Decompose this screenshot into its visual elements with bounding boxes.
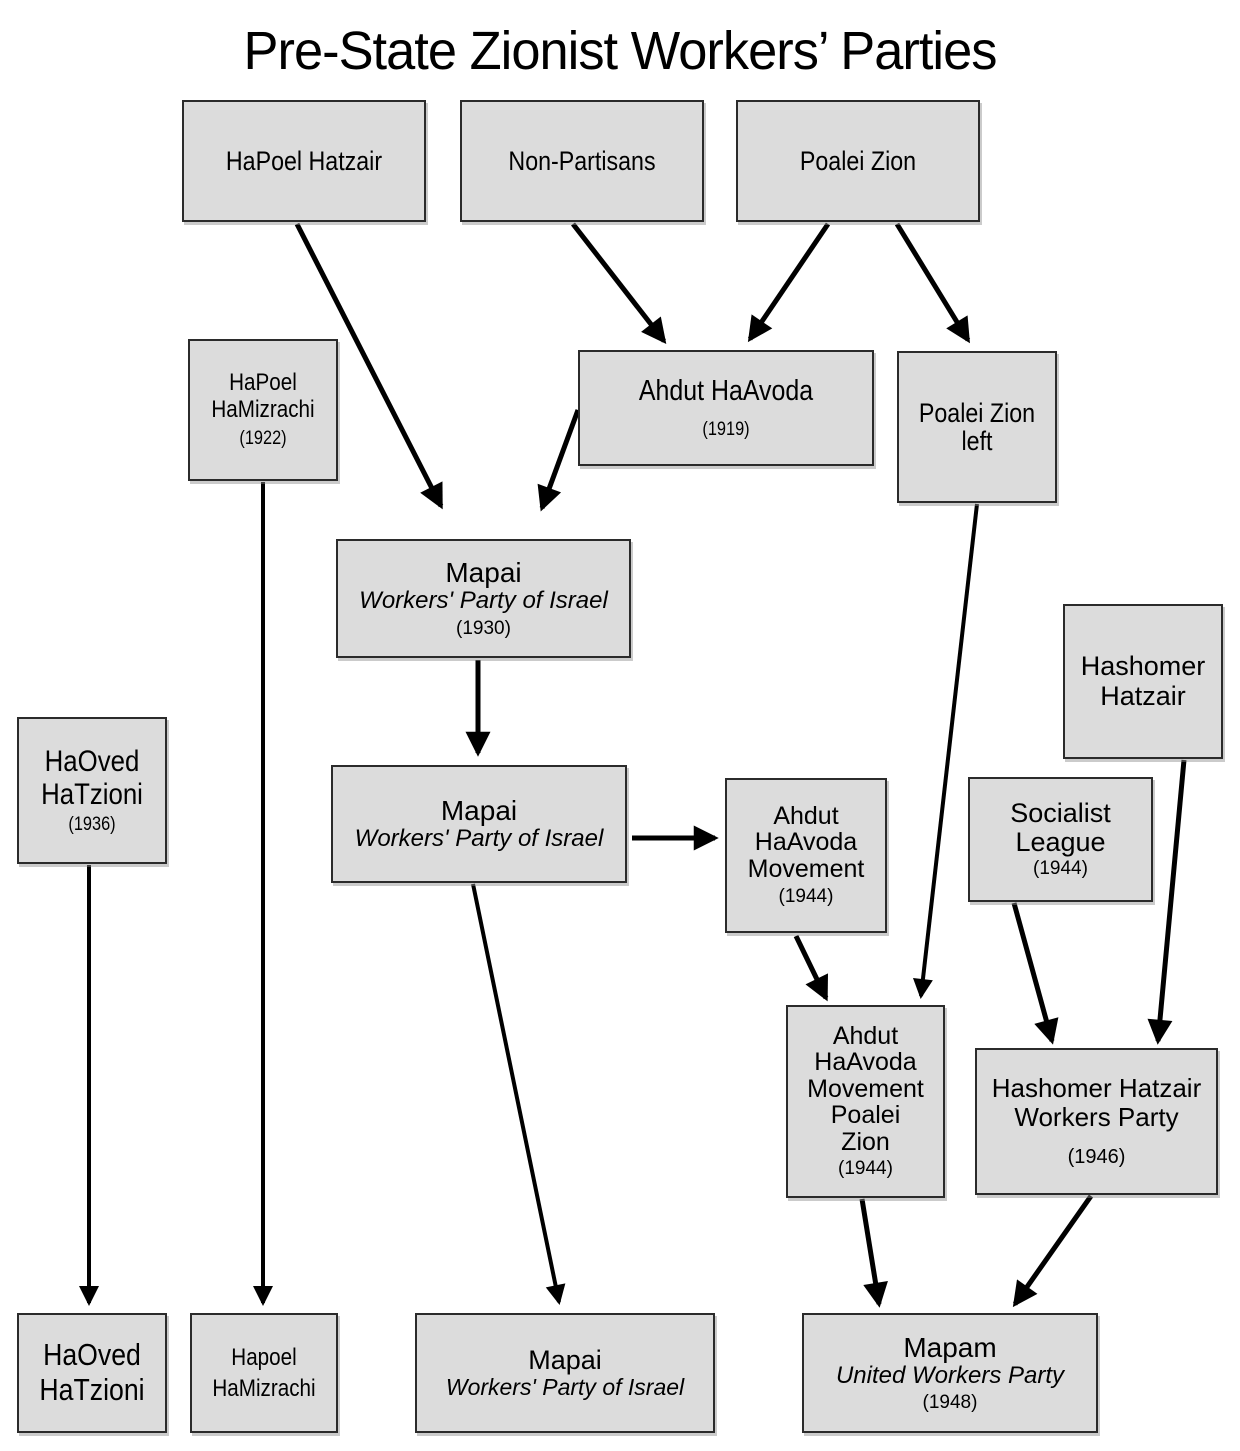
node-label-line: HaAvoda: [814, 1048, 917, 1077]
node-ahdut-haavoda-movement-1944: [725, 778, 887, 933]
edge-ahm-poalei-zion-1944-to-mapam-1948: [862, 1199, 879, 1304]
node-year: (1919): [702, 419, 750, 441]
node-year: (1946): [1067, 1145, 1126, 1168]
node-label-line: Ahdut HaAvoda: [638, 374, 814, 407]
node-label-line: Non-Partisans: [508, 145, 656, 176]
edge-socialist-league-1944-to-hashomer-hatzair-workers-party-1946: [1014, 903, 1052, 1041]
node-ahm-poalei-zion-1944: [786, 1005, 945, 1198]
node-label-line: Mapai: [440, 794, 518, 826]
node-label-line: HaTzioni: [41, 778, 143, 811]
node-year: (1944): [778, 886, 834, 908]
node-label-line: Zion: [841, 1127, 890, 1156]
node-label-line: Mapai: [445, 556, 522, 588]
node-label-line: Poalei Zion: [918, 397, 1036, 428]
node-label-line: Poalei Zion: [799, 145, 917, 176]
node-label-line: Movement: [747, 854, 865, 883]
node-label-line: Socialist: [1010, 798, 1111, 829]
diagram-title: Pre-State Zionist Workers’ Parties: [243, 21, 997, 81]
node-label-line: left: [961, 426, 993, 456]
edge-non-partisans-to-ahdut-haavoda-1919: [573, 224, 664, 341]
node-label-line: Ahdut: [773, 801, 839, 830]
node-ahdut-haavoda-1919: [578, 350, 874, 466]
node-label-line: Workers Party: [1014, 1102, 1179, 1132]
edge-hashomer-hatzair-to-hashomer-hatzair-workers-party-1946: [1158, 760, 1184, 1041]
node-hapoel-hamizrachi-1922: [188, 339, 338, 481]
node-label-line: Workers' Party of Israel: [359, 587, 608, 615]
node-label-line: Hashomer: [1080, 651, 1206, 682]
node-label-line: Mapai: [528, 1345, 602, 1375]
node-year: (1944): [1033, 857, 1088, 879]
node-hapoel-hatzair: [182, 100, 426, 222]
node-poalei-zion: [736, 100, 980, 222]
edge-ahdut-haavoda-movement-1944-to-ahm-poalei-zion-1944: [796, 936, 826, 998]
node-mapai-bottom: [415, 1313, 715, 1433]
node-label-line: Workers' Party of Israel: [445, 1374, 685, 1401]
node-label-line: United Workers Party: [835, 1362, 1065, 1390]
node-year: (1936): [68, 814, 116, 835]
node-poalei-zion-left: [897, 351, 1057, 503]
node-label-line: Mapam: [903, 1331, 997, 1363]
node-label-line: Workers' Party of Israel: [354, 825, 604, 853]
node-label-line: Ahdut: [832, 1021, 899, 1050]
node-mapai-1930: [336, 539, 631, 658]
node-label-line: HaAvoda: [754, 828, 858, 857]
node-year: (1922): [239, 427, 287, 449]
node-mapai-2: [331, 765, 627, 883]
node-label-line: Hapoel: [231, 1343, 297, 1371]
node-label-line: Hashomer Hatzair: [991, 1073, 1202, 1104]
node-label-line: Poalei: [830, 1101, 901, 1130]
node-label-line: Movement: [807, 1074, 924, 1103]
node-label-line: Hatzair: [1100, 680, 1186, 711]
node-hashomer-hatzair: [1063, 604, 1223, 759]
node-socialist-league-1944: [968, 777, 1153, 902]
node-label-line: HaMizrachi: [212, 1375, 316, 1402]
node-label-line: HaPoel Hatzair: [225, 145, 383, 176]
edge-hashomer-hatzair-workers-party-1946-to-mapam-1948: [1015, 1196, 1091, 1304]
node-non-partisans: [460, 100, 704, 222]
node-label-line: League: [1015, 826, 1106, 857]
node-haoved-hatzioni-1936: [17, 717, 167, 864]
edge-poalei-zion-left-to-ahm-poalei-zion-1944: [921, 504, 977, 996]
node-label-line: HaOved: [43, 1337, 141, 1373]
node-hapoel-hamizrachi-bottom: [190, 1313, 338, 1433]
node-year: (1948): [922, 1392, 978, 1414]
node-year: (1930): [456, 618, 511, 640]
node-hashomer-hatzair-workers-party-1946: [975, 1048, 1218, 1195]
node-label-line: HaPoel: [229, 369, 297, 397]
node-label-line: HaMizrachi: [211, 396, 315, 423]
node-year: (1944): [838, 1158, 893, 1180]
edge-ahdut-haavoda-1919-to-mapai-1930: [542, 410, 578, 508]
node-mapam-1948: [802, 1313, 1098, 1433]
edge-poalei-zion-to-poalei-zion-left: [897, 224, 968, 340]
node-haoved-hatzioni-bottom: [17, 1313, 167, 1433]
edge-mapai-2-to-mapai-bottom: [473, 884, 559, 1302]
node-label-line: HaOved: [44, 745, 140, 778]
edge-poalei-zion-to-ahdut-haavoda-1919: [750, 224, 828, 339]
node-label-line: HaTzioni: [39, 1372, 145, 1407]
